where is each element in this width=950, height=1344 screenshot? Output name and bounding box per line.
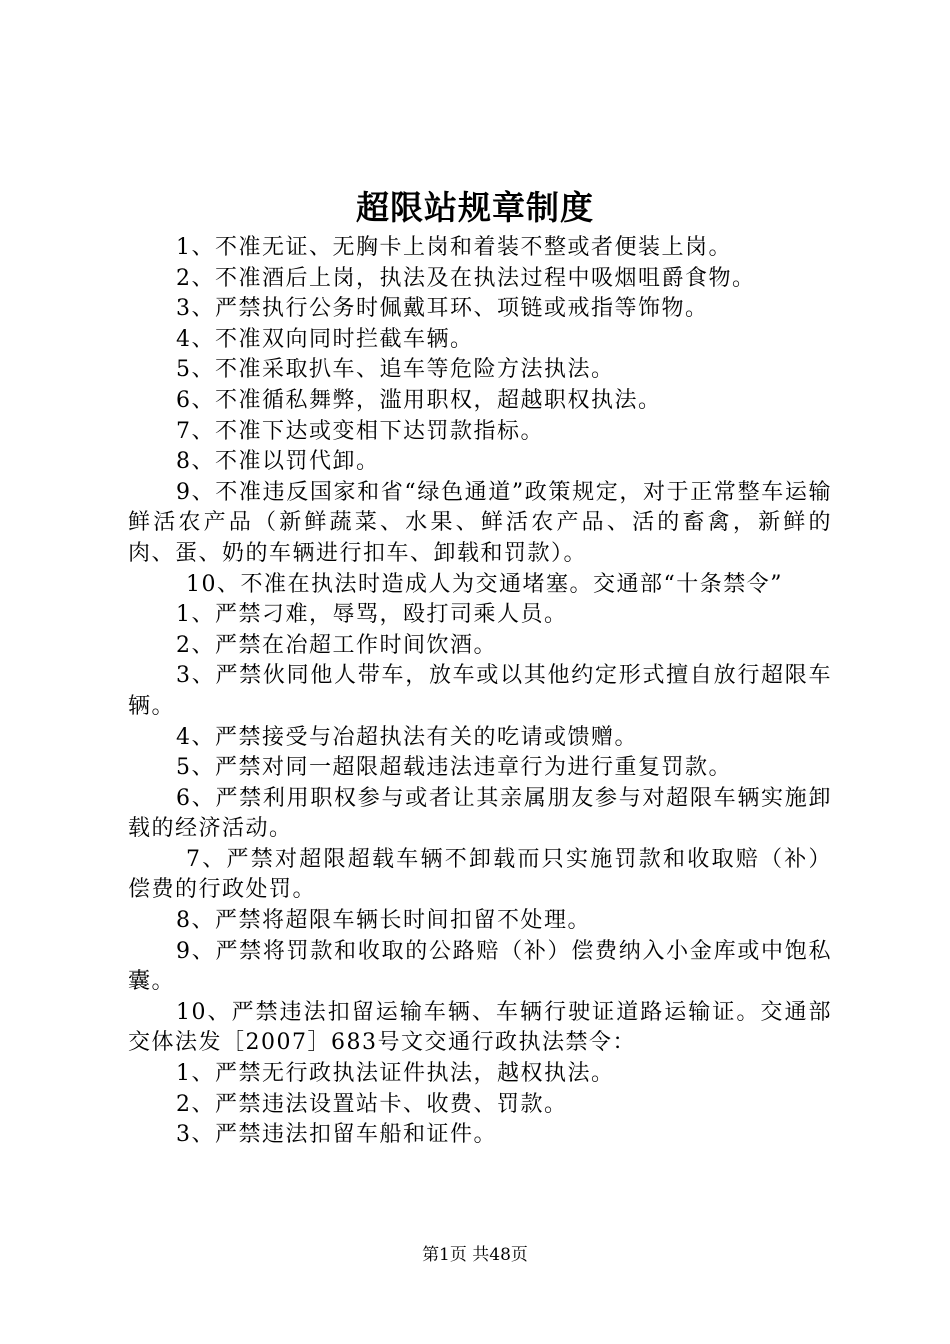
paragraph: 4、不准双向同时拦截车辆。 bbox=[176, 326, 474, 352]
paragraph: 1、严禁无行政执法证件执法，越权执法。 bbox=[176, 1061, 615, 1087]
paragraph: 2、严禁在冶超工作时间饮酒。 bbox=[176, 632, 497, 658]
paragraph: 6、严禁利用职权参与或者让其亲属朋友参与对超限车辆实施卸载的经济活动。 bbox=[128, 785, 832, 842]
paragraph: 5、不准采取扒车、追车等危险方法执法。 bbox=[176, 357, 615, 383]
paragraph: 9、严禁将罚款和收取的公路赔（补）偿费纳入小金库或中饱私囊。 bbox=[128, 938, 832, 995]
paragraph: 10、严禁违法扣留运输车辆、车辆行驶证道路运输证。交通部交体法发［2007］683号文交通行政执法禁令： bbox=[128, 999, 832, 1056]
paragraph: 2、不准酒后上岗，执法及在执法过程中吸烟咀爵食物。 bbox=[176, 265, 756, 291]
paragraph: 7、不准下达或变相下达罚款指标。 bbox=[176, 418, 544, 444]
paragraph: 3、严禁违法扣留车船和证件。 bbox=[176, 1122, 497, 1148]
paragraph: 5、严禁对同一超限超载违法违章行为进行重复罚款。 bbox=[176, 755, 732, 781]
paragraph: 4、严禁接受与冶超执法有关的吃请或馈赠。 bbox=[176, 724, 638, 750]
document-title: 超限站规章制度 bbox=[356, 188, 594, 227]
paragraph: 2、严禁违法设置站卡、收费、罚款。 bbox=[176, 1091, 568, 1117]
page-number-footer: 第1页 共48页 bbox=[422, 1245, 528, 1265]
paragraph: 6、不准循私舞弊，滥用职权，超越职权执法。 bbox=[176, 387, 662, 413]
document-body bbox=[128, 233, 832, 1151]
paragraph: 10、不准在执法时造成人为交通堵塞。交通部“十条禁令” bbox=[186, 571, 783, 597]
paragraph: 8、严禁将超限车辆长时间扣留不处理。 bbox=[176, 908, 591, 934]
paragraph: 3、严禁伙同他人带车，放车或以其他约定形式擅自放行超限车辆。 bbox=[128, 663, 832, 719]
paragraph: 8、不准以罚代卸。 bbox=[176, 449, 380, 475]
paragraph: 1、不准无证、无胸卡上岗和着装不整或者便装上岗。 bbox=[176, 235, 732, 260]
paragraph: 9、不准违反国家和省“绿色通道”政策规定，对于正常整车运输鲜活农产品（新鲜蔬菜、水果、鲜活农产品、活的畜禽，新鲜的肉、蛋、奶的车辆进行扣车、卸载和罚款）。 bbox=[128, 479, 832, 566]
paragraph: 7、严禁对超限超载车辆不卸载而只实施罚款和收取赔（补）偿费的行政处罚。 bbox=[128, 846, 832, 903]
paragraph: 1、严禁刁难，辱骂，殴打司乘人员。 bbox=[176, 602, 568, 628]
paragraph: 3、严禁执行公务时佩戴耳环、项链或戒指等饰物。 bbox=[176, 296, 709, 322]
